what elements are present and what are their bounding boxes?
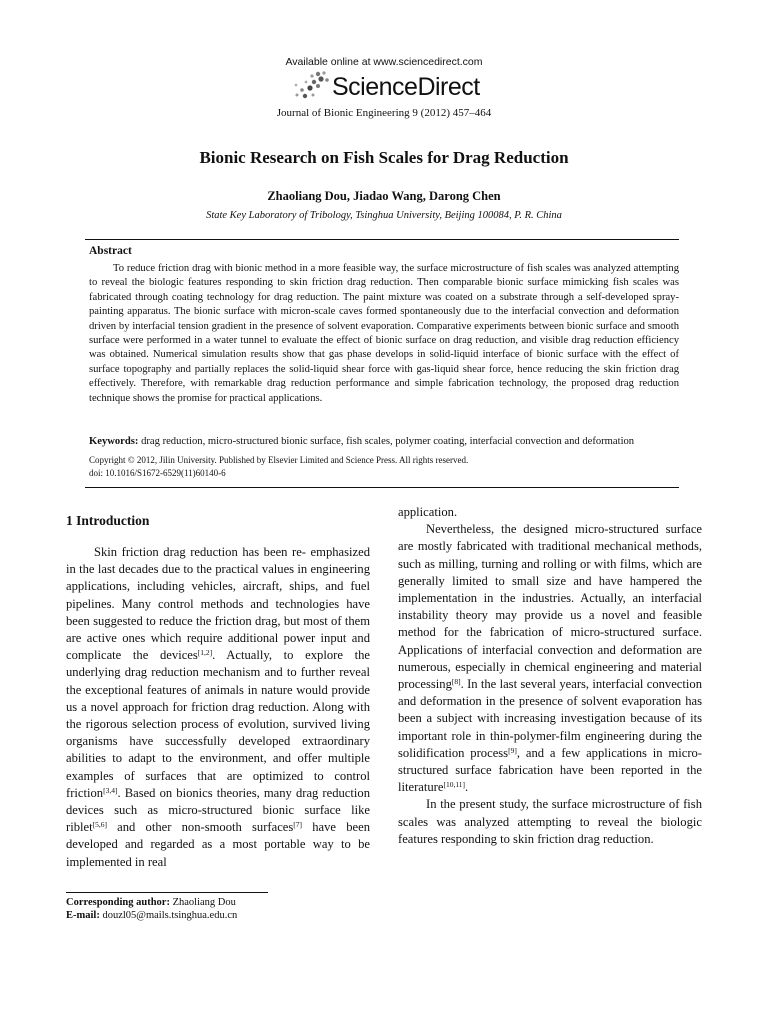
citation[interactable]: [8] bbox=[451, 677, 461, 687]
introduction-heading: 1 Introduction bbox=[66, 513, 150, 528]
abstract-body: To reduce friction drag with bionic method in a more feasible way, the surface microstructure of fish scales was analyzed attempting to reveal the biologic features responding to skin friction drag reduction. Then comparable bionic surface mimicking fish scales was fabricated through coating technology for drag reduction. The paint mixture was coated on a substrate through a self-developed spray-painting apparatus. The bionic surface with micron-scale caves formed spontaneously due to the interfacial convection and deformation driven by interfacial tension gradient in the presence of solvent evaporation. Comparative experiments between bionic surface and smooth surface were performed in a water tunnel to evaluate the effect of bionic surface on drag reduction, and visible drag reduction efficiency was obtained. Numerical simulation results show that gas phase develops in solid-liquid interface of bionic surface with the effect of surface topography and partially replaces the solid-liquid shear force with gas-liquid shear force, hence reducing the skin friction drag effectively. Therefore, with remarkable drag reduction performance and simple fabrication technology, the proposed drag reduction technique shows the promise for practical applications. bbox=[89, 263, 679, 404]
affiliation-text: State Key Laboratory of Tribology, Tsinghua University, Beijing 100084, P. R. China bbox=[206, 210, 562, 221]
sciencedirect-wordmark: ScienceDirect bbox=[332, 73, 480, 101]
keywords-text: drag reduction, micro-structured bionic surface, fish scales, polymer coating, interfacial convection and deformation bbox=[141, 436, 635, 447]
citation[interactable]: [3,4] bbox=[103, 785, 118, 795]
paper-title: Bionic Research on Fish Scales for Drag Reduction bbox=[199, 148, 569, 167]
citation[interactable]: [1,2] bbox=[197, 648, 213, 658]
citation[interactable]: [9] bbox=[508, 745, 517, 755]
left-column bbox=[66, 544, 370, 871]
citation[interactable]: [10,11] bbox=[443, 780, 466, 790]
abstract-bottom-rule bbox=[85, 487, 679, 488]
copyright-block bbox=[89, 454, 683, 479]
abstract-top-rule bbox=[85, 239, 679, 240]
corresponding-author-name: Zhaoliang Dou bbox=[172, 897, 236, 908]
doi-text: doi: 10.1016/S1672-6529(11)60140-6 bbox=[89, 467, 226, 478]
intro-paragraph-2: Nevertheless, the designed micro-structured surface are mostly fabricated with traditional mechanical methods, such as milling, turning and rolling or with films, which are generally limited to small size and have hampered the implementation in the industries. Actually, an interfacial instability theory may provide us a novel and feasible method for the fabrication of micro-structured surface. Applications of interfacial convection and deformation are numerous, especially in chemical engineering and material processing[8]. In the last several years, interfacial convection and deformation in the presence of solvent evaporation has been a subject with increasing investigation because of its important role in thin-polymer-film engineering during the solidification process[9], and a few applications in micro-structured surface fabrication have been reported in the literature[10,11]. bbox=[398, 522, 702, 795]
corresponding-author-label: Corresponding author: bbox=[66, 897, 170, 908]
footnote-rule bbox=[66, 892, 268, 893]
copyright-text: Copyright © 2012, Jilin University. Published by Elsevier Limited and Science Press. All rights reserved. bbox=[89, 455, 469, 465]
citation[interactable]: [5,6] bbox=[92, 820, 107, 830]
journal-reference: Journal of Bionic Engineering 9 (2012) 457–464 bbox=[276, 107, 492, 119]
sciencedirect-logo bbox=[288, 70, 508, 106]
email-label: E-mail: bbox=[66, 910, 100, 921]
right-column bbox=[398, 504, 702, 848]
intro-paragraph-3: In the present study, the surface microstructure of fish scales was analyzed attempting to reveal the biologic features responding to skin friction drag reduction. bbox=[398, 797, 702, 846]
sciencedirect-dots-icon bbox=[288, 70, 332, 102]
email-address[interactable]: douzl05@mails.tsinghua.edu.cn bbox=[102, 910, 238, 921]
corresponding-author-footnote bbox=[66, 896, 237, 922]
paper-authors: Zhaoliang Dou, Jiadao Wang, Darong Chen bbox=[267, 189, 501, 203]
abstract-heading: Abstract bbox=[89, 245, 132, 257]
intro-paragraph-1: Skin friction drag reduction has been re- emphasized in the last decades due to the practical values in engineering applications, including vehicles, aircraft, ships, and fuel pipelines. Many control methods and technologies have been suggested to reduce the friction drag, but most of them are active ones which require additional power input and complicate the devices[1,2]. Actually, to explore the underlying drag reduction mechanism and to further reveal the exceptional features of animals in nature would provide us a novel approach for friction drag reduction. Along with the rigorous selection process of evolution, survived living organisms have successfully developed extraordinary abilities to adapt to the environment, and offer multiple examples of surfaces that are optimized to control friction[3,4]. Based on bionics theories, many drag reduction devices such as micro-structured bionic surface like riblet[5,6] and other non-smooth surfaces[7] have been developed and regarded as a most portable way to be implemented in real bbox=[66, 545, 370, 869]
available-online-line: Available online at www.sciencedirect.com bbox=[285, 56, 483, 68]
keywords-label: Keywords: bbox=[89, 436, 139, 447]
citation[interactable]: [7] bbox=[293, 820, 303, 830]
intro-paragraph-1-end: application. bbox=[398, 505, 458, 519]
author-affiliation bbox=[0, 210, 768, 221]
keywords-line bbox=[89, 435, 683, 449]
